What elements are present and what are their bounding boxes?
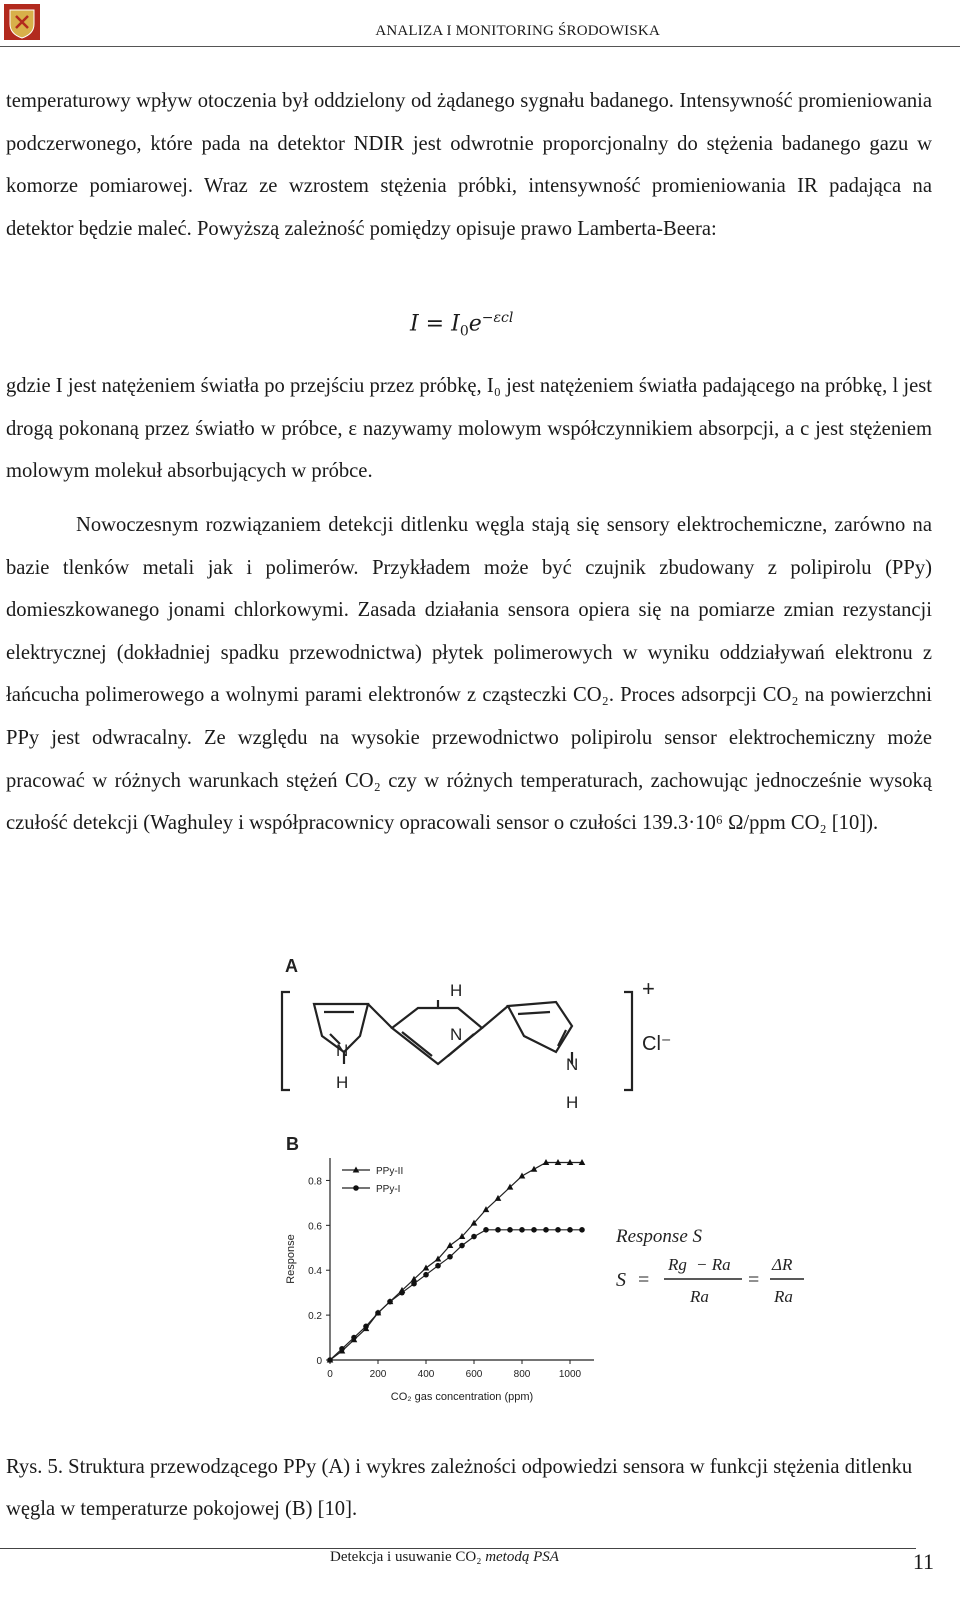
formula-lhs: I = I: [410, 311, 460, 337]
data-point-ppy-i: [387, 1299, 393, 1305]
x-tick-label: 0: [327, 1369, 333, 1380]
bond-left-center: [368, 1004, 392, 1028]
x-tick-label: 800: [513, 1369, 531, 1380]
eq-delta-r: ΔR: [772, 1255, 793, 1274]
data-point-ppy-i: [327, 1357, 333, 1363]
charge-plus: +: [642, 976, 655, 1001]
university-logo: [4, 4, 40, 40]
eq-minus-ra: − Ra: [696, 1255, 731, 1274]
eq-equals-2: =: [748, 1269, 760, 1291]
footer-text: [330, 1549, 559, 1566]
data-point-ppy-ii: [519, 1172, 526, 1178]
y-axis-label: Response: [285, 1234, 297, 1284]
atom-h-right: H: [566, 1093, 579, 1112]
eq-denominator-2: Ra: [774, 1287, 793, 1306]
x-axis-label: CO₂ gas concentration (ppm): [390, 1391, 534, 1403]
y-tick-label: 0.6: [308, 1221, 322, 1233]
data-point-ppy-i: [423, 1272, 429, 1278]
eq-rg: Rg: [668, 1255, 687, 1274]
response-chart: [285, 1158, 594, 1403]
atom-h-center: H: [450, 981, 463, 1000]
data-point-ppy-ii: [447, 1242, 454, 1248]
x-tick-label: 200: [369, 1369, 387, 1380]
data-point-ppy-i: [567, 1227, 573, 1233]
figure-caption: Rys. 5. Struktura przewodzącego PPy (A) i wykres zależności odpowiedzi sensora w funkcji stężenia ditlenku węgla w temperaturze pokojowej (B) [10].: [6, 1456, 913, 1520]
eq-equals-1: =: [638, 1269, 650, 1291]
eq-denominator-1: Ra: [690, 1287, 709, 1306]
paragraph-2: gdzie I jest natężeniem światła po przejściu przez próbkę, I₀ jest natężeniem światła padającego na próbkę, l jest drogą pokonaną przez światło w próbce, ε nazywamy molowym współczynnikiem absorpcji, a c jest stężeniem molowym molekuł absorbujących w próbce.: [6, 375, 932, 483]
panel-b-label: B: [286, 1134, 299, 1154]
data-point-ppy-i: [483, 1227, 489, 1233]
right-bracket: [624, 992, 632, 1090]
data-point-ppy-i: [579, 1227, 585, 1233]
data-point-ppy-i: [399, 1290, 405, 1296]
paragraph-1: temperaturowy wpływ otoczenia był oddzielony od żądanego sygnału badanego. Intensywność promieniowania podczerwonego, które pada na detektor NDIR jest odwrotnie proporcjonalny do stężenia badanego gazu w komorze pomiarowej. Wraz ze wzrostem stężenia próbki, intensywność promieniowania IR padająca na detektor będzie maleć. Powyższą zależność pomiędzy opisuje prawo Lamberta-Beera:: [6, 90, 932, 240]
data-point-ppy-i: [375, 1310, 381, 1316]
figure-5: [272, 952, 812, 1412]
data-point-ppy-i: [411, 1281, 417, 1287]
footer-title: Detekcja i usuwanie CO₂: [330, 1549, 482, 1565]
running-title: ANALIZA I MONITORING ŚRODOWISKA: [375, 23, 660, 39]
paragraph-3: Nowoczesnym rozwiązaniem detekcji ditlenku węgla stają się sensory elektrochemiczne, zarówno na bazie tlenków metali jak i polimerów. Przykładem może być czujnik zbudowany z polipirolu (PPy) domieszkowanego jonami chlorkowymi. Zasada działania sensora opiera się na pomiarze zmian rezystancji elektrycznej (dokładniej spadku przewodnictwa) płytek polimerowych w wyniku oddziaływań elektronu z łańcucha polimerowego a wolnymi parami elektronów z cząsteczki CO₂. Proces adsorpcji CO₂ na powierzchni PPy jest odwracalny. Ze względu na wysokie przewodnictwo polipirolu sensor elektrochemiczny może pracować w różnych warunkach stężeń CO₂ czy w różnych temperaturach, zachowując jednocześnie wysoką czułość detekcji (Waghuley i współpracownicy opracowali sensor o czułości 139.3·10⁶ Ω/ppm CO₂ [10]).: [6, 514, 932, 835]
header-rule: [0, 46, 960, 47]
legend-label-ppy-i: PPy-I: [376, 1184, 401, 1195]
lambert-beer-formula: [410, 310, 513, 340]
y-tick-label: 0.8: [308, 1176, 322, 1188]
data-point-ppy-i: [507, 1227, 513, 1233]
data-point-ppy-i: [363, 1324, 369, 1330]
data-point-ppy-i: [495, 1227, 501, 1233]
data-point-ppy-i: [531, 1227, 537, 1233]
x-tick-label: 400: [417, 1369, 435, 1380]
data-point-ppy-i: [543, 1227, 549, 1233]
eq-s: S: [616, 1269, 626, 1291]
atom-n-center: N: [450, 1025, 463, 1044]
data-point-ppy-i: [555, 1227, 561, 1233]
data-point-ppy-i: [339, 1346, 345, 1352]
legend-marker-ppy-i: [353, 1185, 359, 1191]
y-tick-label: 0: [316, 1356, 322, 1367]
data-point-ppy-ii: [423, 1264, 430, 1270]
footer-method: metodą PSA: [485, 1549, 559, 1565]
formula-base: e: [468, 311, 482, 337]
y-tick-label: 0.4: [308, 1266, 322, 1278]
chloride-counterion: Cl⁻: [642, 1033, 672, 1055]
response-equation: [615, 1226, 804, 1306]
left-bracket: [282, 992, 290, 1090]
formula-subscript: 0: [459, 323, 469, 340]
atom-n-right: N: [566, 1055, 579, 1074]
data-point-ppy-i: [459, 1243, 465, 1249]
data-point-ppy-i: [351, 1335, 357, 1341]
series-line-ppy-i: [330, 1230, 582, 1360]
formula-exponent: −εcl: [481, 310, 514, 326]
x-tick-label: 600: [465, 1369, 483, 1380]
data-point-ppy-i: [435, 1263, 441, 1269]
bond-center-right: [482, 1006, 508, 1028]
ppy-structure: [282, 956, 632, 1090]
atom-h-left: H: [336, 1073, 349, 1092]
data-point-ppy-ii: [531, 1166, 538, 1172]
page-number: 11: [912, 1549, 934, 1574]
pyrrole-ring-right: [508, 1002, 572, 1052]
data-point-ppy-i: [447, 1254, 453, 1260]
data-point-ppy-i: [519, 1227, 525, 1233]
panel-a-label: A: [285, 956, 298, 976]
response-title: Response S: [616, 1226, 703, 1247]
atom-n-left: N: [336, 1041, 349, 1060]
legend-label-ppy-ii: PPy-II: [376, 1166, 404, 1177]
data-point-ppy-i: [471, 1234, 477, 1240]
x-tick-label: 1000: [558, 1369, 582, 1380]
y-tick-label: 0.2: [308, 1311, 322, 1323]
